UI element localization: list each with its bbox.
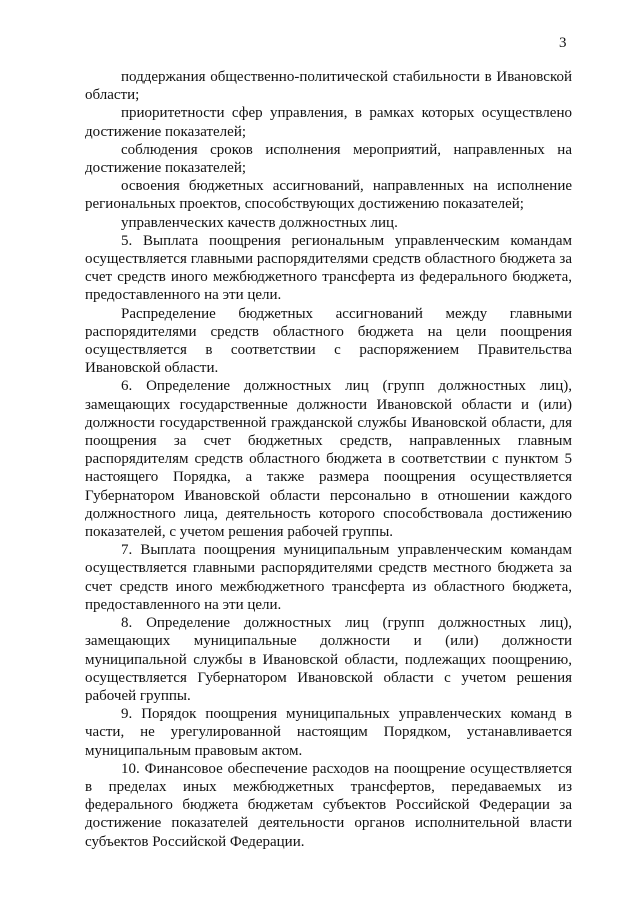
paragraph: 7. Выплата поощрения муниципальным управленческим командам осуществляется главными распорядителями средств местного бюджета за счет средств иного межбюджетного трансферта из областного бюджета, предоставленного на эти цели. xyxy=(85,542,572,613)
document-body xyxy=(85,68,572,851)
paragraph: 8. Определение должностных лиц (групп должностных лиц), замещающих муниципальные должности и (или) должности муниципальной службы в Ивановской области, подлежащих поощрению, осуществляется Губернатором Ивановской области с учетом решения рабочей группы. xyxy=(85,615,572,704)
paragraph: поддержания общественно-политической стабильности в Ивановской области; xyxy=(85,69,572,104)
paragraph: 5. Выплата поощрения региональным управленческим командам осуществляется главными распорядителями средств областного бюджета за счет средств иного межбюджетного трансферта из федерального бюджета, предоставленного на эти цели. xyxy=(85,232,572,304)
paragraph: 6. Определение должностных лиц (групп должностных лиц), замещающих государственные должности Ивановской области и (или) должности государственной гражданской службы Ивановской области, для поощрения за счет бюджетных средств, направленных главным распорядителям средств областного бюджета в соответствии с пунктом 5 настоящего Порядка, а также размера поощрения осуществляется Губернатором Ивановской области персонально в отношении каждого должностного лица, деятельность которого способствовала достижению показателей, с учетом решения рабочей группы. xyxy=(85,378,572,541)
paragraph: соблюдения сроков исполнения мероприятий, направленных на достижение показателей; xyxy=(85,141,572,177)
page-number: 3 xyxy=(559,35,567,51)
paragraph: Распределение бюджетных ассигнований между главными распорядителями средств областного бюджета на цели поощрения осуществляется в соответствии с распоряжением Правительства Ивановской области. xyxy=(85,305,572,377)
paragraph: 9. Порядок поощрения муниципальных управленческих команд в части, не урегулированной настоящим Порядком, устанавливается муниципальным правовым актом. xyxy=(85,706,572,759)
paragraph: освоения бюджетных ассигнований, направленных на исполнение региональных проектов, способствующих достижению показателей; xyxy=(85,178,572,213)
paragraph: приоритетности сфер управления, в рамках которых осуществлено достижение показателей; xyxy=(85,105,572,140)
paragraph: 10. Финансовое обеспечение расходов на поощрение осуществляется в пределах иных межбюджетных трансфертов, передаваемых из федерального бюджета бюджетам субъектов Российской Федерации за достижение показателей деятельности органов исполнительной власти субъектов Российской Федерации. xyxy=(85,760,572,850)
paragraph: управленческих качеств должностных лиц. xyxy=(121,214,398,231)
